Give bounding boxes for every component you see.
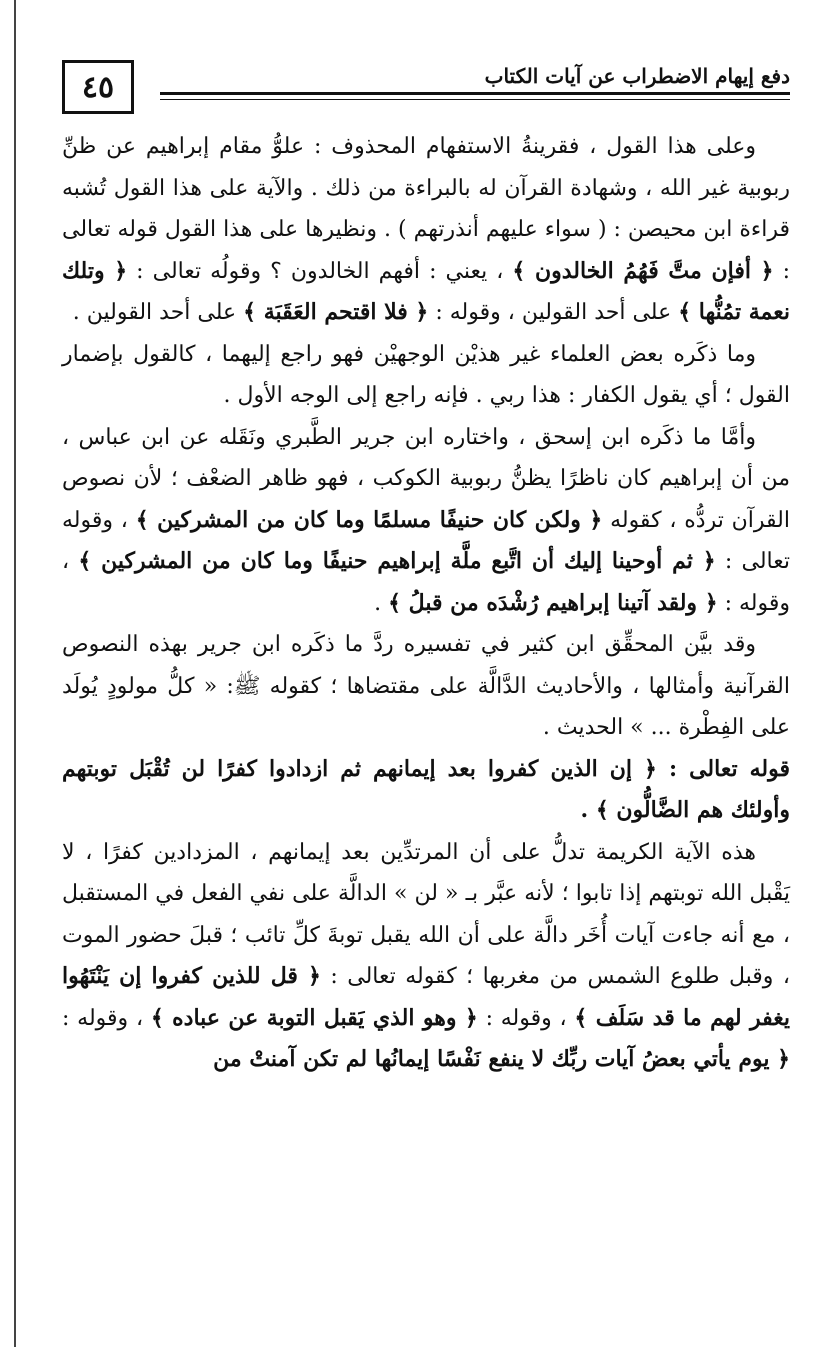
paragraph-5: [62, 832, 790, 1081]
quran-quote: ﴿ قل للذين كفروا إن يَنْتَهُوا يغفر لهم ما قد سَلَف ﴾: [62, 963, 791, 1031]
text-run: هذه الآية الكريمة تدلُّ على أن المرتدِّين بعد إيمانهم ، المزدادين كفرًا ، لا يَقْبل الله توبتهم إذا تابوا ؛ لأنه عبَّر بـ « لن » الدالَّة على نفي الفعل في المستقبل ، مع أنه جاءت آيات أُخَر دالَّة على أن الله يقبل توبةَ كلِّ تائب ؛ قبلَ حضور الموت ، وقبل طلوع الشمس من مغربها ؛ كقوله تعالى :: [62, 839, 790, 989]
page-body: [62, 126, 790, 1081]
text-run: على أحد القولين ، وقوله :: [428, 300, 679, 325]
running-title: دفع إيهام الاضطراب عن آيات الكتاب: [484, 64, 790, 88]
header-rule-thick: [160, 92, 790, 95]
text-run: ، وقوله :: [477, 1005, 575, 1031]
page-number-box: [62, 60, 134, 114]
quran-quote: ﴿ وتلك نعمة تمُنُّها ﴾: [62, 257, 790, 325]
section-heading: [62, 749, 790, 832]
text-run: ، يعني : أفهم الخالدون ؟ وقولُه تعالى :: [127, 258, 513, 284]
text-run: على أحد القولين .: [72, 300, 244, 325]
header-rule-thin: [160, 99, 790, 100]
paragraph-2: وما ذكَره بعض العلماء غير هذيْن الوجهيْن فهو راجع إليهما ، كالقول بإضمار القول ؛ أي يقول الكفار : هذا ربي . فإنه راجع إلى الوجه الأول .: [62, 341, 790, 408]
text-run: وأمَّا ما ذكَره ابن إسحق ، واختاره ابن جرير الطَّبري ونَقَله عن ابن عباس ، من أن إبراهيم كان ناظرًا يظنُّ ربوبية الكوكب ، فهو ظاهر الضعْف ؛ لأن نصوص القرآن تردُّه ، كقوله: [62, 424, 790, 533]
paragraph-3: [62, 417, 790, 625]
page-margin-rule: [14, 0, 16, 1347]
page-number: ٤٥: [81, 69, 115, 105]
paragraph-4: وقد بيَّن المحقِّق ابن كثير في تفسيره ردَّ ما ذكَره ابن جرير بهذه النصوص القرآنية وأمثالها ، والأحاديث الدَّالَّة على مقتضاها ؛ كقوله ﷺ: « كلُّ مولودٍ يُولَد على الفِطْرة ... » الحديث .: [62, 632, 790, 740]
text-run: ، وقوله :: [62, 549, 790, 616]
quran-quote: ﴿ ولقد آتينا إبراهيم رُشْدَه من قبلُ ﴾: [388, 589, 718, 616]
text-run: وعلى هذا القول ، فقرينةُ الاستفهام المحذوف : علوُّ مقام إبراهيم عن ظنِّ ربوبية غير الله ، وشهادة القرآن له بالبراءة من ذلك . والآية على هذا القول تُشبه قراءة ابن محيصن : ( سواء عليهم أنذرتهم ) . ونظيرها على هذا القول قوله تعالى :: [62, 134, 791, 284]
quran-quote: ﴿ ثم أوحينا إليك أن اتَّبع ملَّة إبراهيم حنيفًا وما كان من المشركين ﴾: [78, 548, 716, 574]
quran-quote: ﴿ أفإن متَّ فَهُمُ الخالدون ﴾: [512, 257, 774, 284]
quran-quote: ﴿ يوم يأتي بعضُ آيات ربِّك لا ينفع نَفْسًا إيمانُها لم تكن آمنتْ من: [213, 1046, 790, 1072]
section-lead: قوله تعالى :: [656, 755, 790, 782]
text-run: ، وقوله :: [62, 1005, 151, 1031]
quran-quote: ﴿ وهو الذي يَقبل التوبة عن عباده ﴾: [150, 1004, 478, 1031]
paragraph-1: [62, 126, 790, 334]
text-run: .: [580, 797, 596, 823]
quran-quote: ﴿ ولكن كان حنيفًا مسلمًا وما كان من المشركين ﴾: [135, 506, 603, 533]
quran-quote: ﴿ إن الذين كفروا بعد إيمانهم ثم ازدادوا كفرًا لن تُقْبَل توبتهم وأولئك هم الضَّالُّون ﴾: [62, 755, 790, 823]
text-run: ، وقوله تعالى :: [62, 507, 790, 574]
quran-quote: ﴿ فلا اقتحم العَقَبَة ﴾: [243, 299, 429, 325]
text-run: .: [374, 590, 389, 616]
